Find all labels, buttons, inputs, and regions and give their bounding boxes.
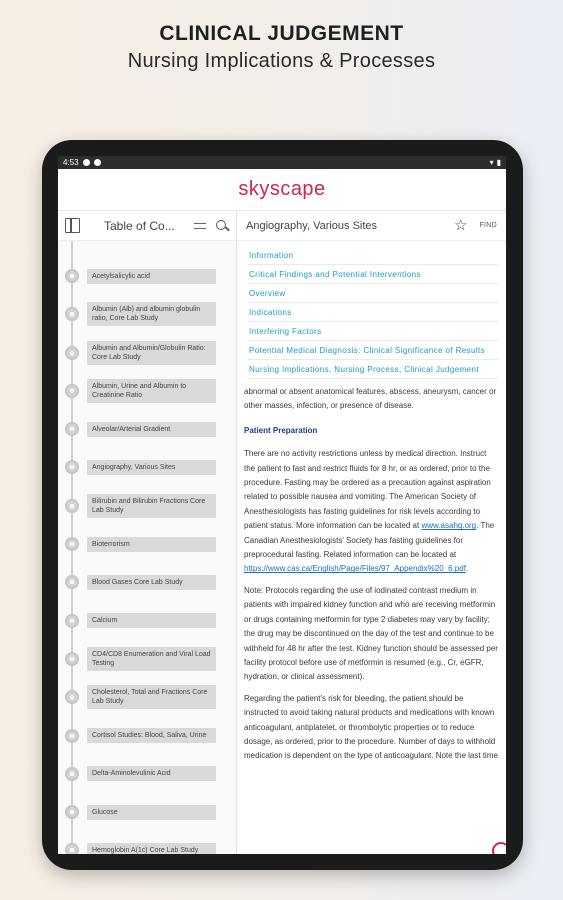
toc-item-label[interactable]: Blood Gases Core Lab Study [87,575,216,590]
content-paragraph: abnormal or absent anatomical features, abscess, aneurysm, cancer or other masses, infection, or presence of disease. [244,387,497,411]
section-link[interactable]: Critical Findings and Potential Interventions [248,265,498,284]
star-icon[interactable]: ☆ [454,217,468,234]
wifi-icon: ▾ [489,158,494,167]
toc-item[interactable] [58,372,236,410]
skyscape-logo: skyscape [238,178,326,200]
toc-item[interactable] [58,602,236,640]
timeline-node-icon [65,346,79,360]
timeline-node-icon [65,269,79,283]
toc-item[interactable] [58,717,236,755]
toc-item-label[interactable]: Bioterrorism [87,537,216,552]
notification-icon [83,159,90,166]
battery-icon: ▮ [496,158,501,167]
topic-content [237,379,506,764]
banner-subtitle: Nursing Implications & Processes [127,50,436,72]
section-link[interactable]: Indications [248,303,498,322]
search-icon[interactable] [215,219,229,233]
toc-item-label[interactable]: Delta-Aminolevulinic Acid [87,766,216,781]
app-notification-icon [94,159,101,166]
toc-item[interactable] [58,678,236,716]
find-button[interactable]: FIND [479,222,497,229]
toc-item[interactable] [58,410,236,448]
toc-item[interactable] [58,793,236,831]
timeline-node-icon [65,460,79,474]
table-of-contents-pane [58,211,237,854]
section-link[interactable]: Overview [248,284,498,303]
timeline-node-icon [65,767,79,781]
paragraph-text: . [465,564,469,574]
toc-item[interactable] [58,831,236,854]
topic-header [237,211,506,241]
toc-item-label[interactable]: CD4/CD8 Enumeration and Viral Load Testing [87,647,216,671]
toc-item-label[interactable]: Albumin, Urine and Albumin to Creatinine Ratio [87,379,216,403]
toc-item[interactable] [58,257,236,295]
timeline-node-icon [65,537,79,551]
section-link[interactable]: Nursing Implications, Nursing Process, Clinical Judgement [248,360,498,379]
toc-item[interactable] [58,755,236,793]
timeline-node-icon [65,729,79,743]
toc-item[interactable] [58,295,236,333]
timeline-node-icon [65,499,79,513]
timeline-node-icon [65,307,79,321]
filter-icon[interactable] [193,219,207,233]
timeline-node-icon [65,614,79,628]
book-icon[interactable] [65,218,80,233]
content-paragraph: Note: Protocols regarding the use of iodinated contrast medium in patients with impaired kidney function and who are receiving metformin or drugs containing metformin for type 2 diabetes may vary by facility; the drug may be discontinued on the day of the test and continue to be withheld for 48 hr after the test. Kidney function should be assessed per facility protocol before use of metformin is resumed (e.g., Cr, eGFR, hydration, or clinical assessment). [244,585,498,682]
section-link[interactable]: Potential Medical Diagnosis: Clinical Significance of Results [248,341,498,360]
toc-item[interactable] [58,448,236,486]
content-paragraph [244,447,498,577]
topic-title: Angiography, Various Sites [246,219,378,232]
asahq-link[interactable]: www.asahq.org [421,521,477,531]
toc-title: Table of Co... [104,218,175,233]
toc-item-label[interactable]: Glucose [87,805,216,820]
status-time: 4:53 [63,158,79,167]
toc-item-label[interactable]: Bilirubin and Bilirubin Fractions Core Lab Study [87,494,216,518]
timeline-node-icon [65,422,79,436]
status-bar [58,156,506,169]
section-link[interactable]: Interfering Factors [248,322,498,341]
section-nav [237,241,506,379]
app-header [58,169,506,211]
toc-item-label[interactable]: Albumin and Albumin/Globulin Ratio: Core Lab Study [87,341,216,365]
split-view [58,211,506,854]
toc-item[interactable] [58,487,236,525]
floating-action-button[interactable] [492,842,506,854]
content-paragraph: Regarding the patient's risk for bleeding, the patient should be instructed to avoid taking natural products and medications with known anticoagulant, antiplatelet, or thrombolytic properties or to reduce dosage, as ordered, prior to the procedure. Number of days to withhold medication is dependent on the type of anticoagulant. Note the last time [244,693,498,761]
timeline-node-icon [65,690,79,704]
toc-item-label[interactable]: Angiography, Various Sites [87,460,216,475]
paragraph-text: . The Canadian Anesthesiologists' Society has fasting guidelines for preprocedural fasting. Related information can be located at [244,521,495,560]
toc-item-label[interactable]: Alveolar/Arterial Gradient [87,422,216,437]
toc-item-label[interactable]: Cholesterol, Total and Fractions Core Lab Study [87,685,216,709]
cas-link[interactable]: https://www.cas.ca/English/Page/Files/97_Appendix%20_6.pdf [244,564,466,574]
timeline-node-icon [65,843,79,854]
paragraph-text: There are no activity restrictions unless by medical direction. Instruct the patient to fast and restrict fluids for 8 hr, or as ordered, prior to the procedure. Fasting may be ordered as a precaution against aspiration related to possible nausea and vomiting. The American Society of Anesthesiologists has fasting guidelines for risk levels according to patient status. More information can be located at [244,449,491,531]
toc-list [58,241,236,854]
toc-item-label[interactable]: Hemoglobin A(1c) Core Lab Study [87,843,216,854]
toc-item[interactable] [58,525,236,563]
toc-item-label[interactable]: Acetylsalicylic acid [87,269,216,284]
timeline-node-icon [65,575,79,589]
toc-item-label[interactable]: Calcium [87,613,216,628]
toc-header [58,211,236,241]
toc-item-label[interactable]: Cortisol Studies: Blood, Saliva, Urine [87,728,216,743]
toc-item[interactable] [58,640,236,678]
topic-pane [237,211,506,854]
section-link[interactable]: Information [248,246,498,265]
timeline-node-icon [65,384,79,398]
app-screen [58,156,506,854]
banner-title: CLINICAL JUDGEMENT [159,22,404,45]
section-heading: Patient Preparation [244,425,318,435]
timeline-node-icon [65,652,79,666]
timeline-node-icon [65,805,79,819]
toc-item-label[interactable]: Albumin (Alb) and albumin globulin ratio, Core Lab Study [87,302,216,326]
toc-item[interactable] [58,334,236,372]
toc-item[interactable] [58,563,236,601]
